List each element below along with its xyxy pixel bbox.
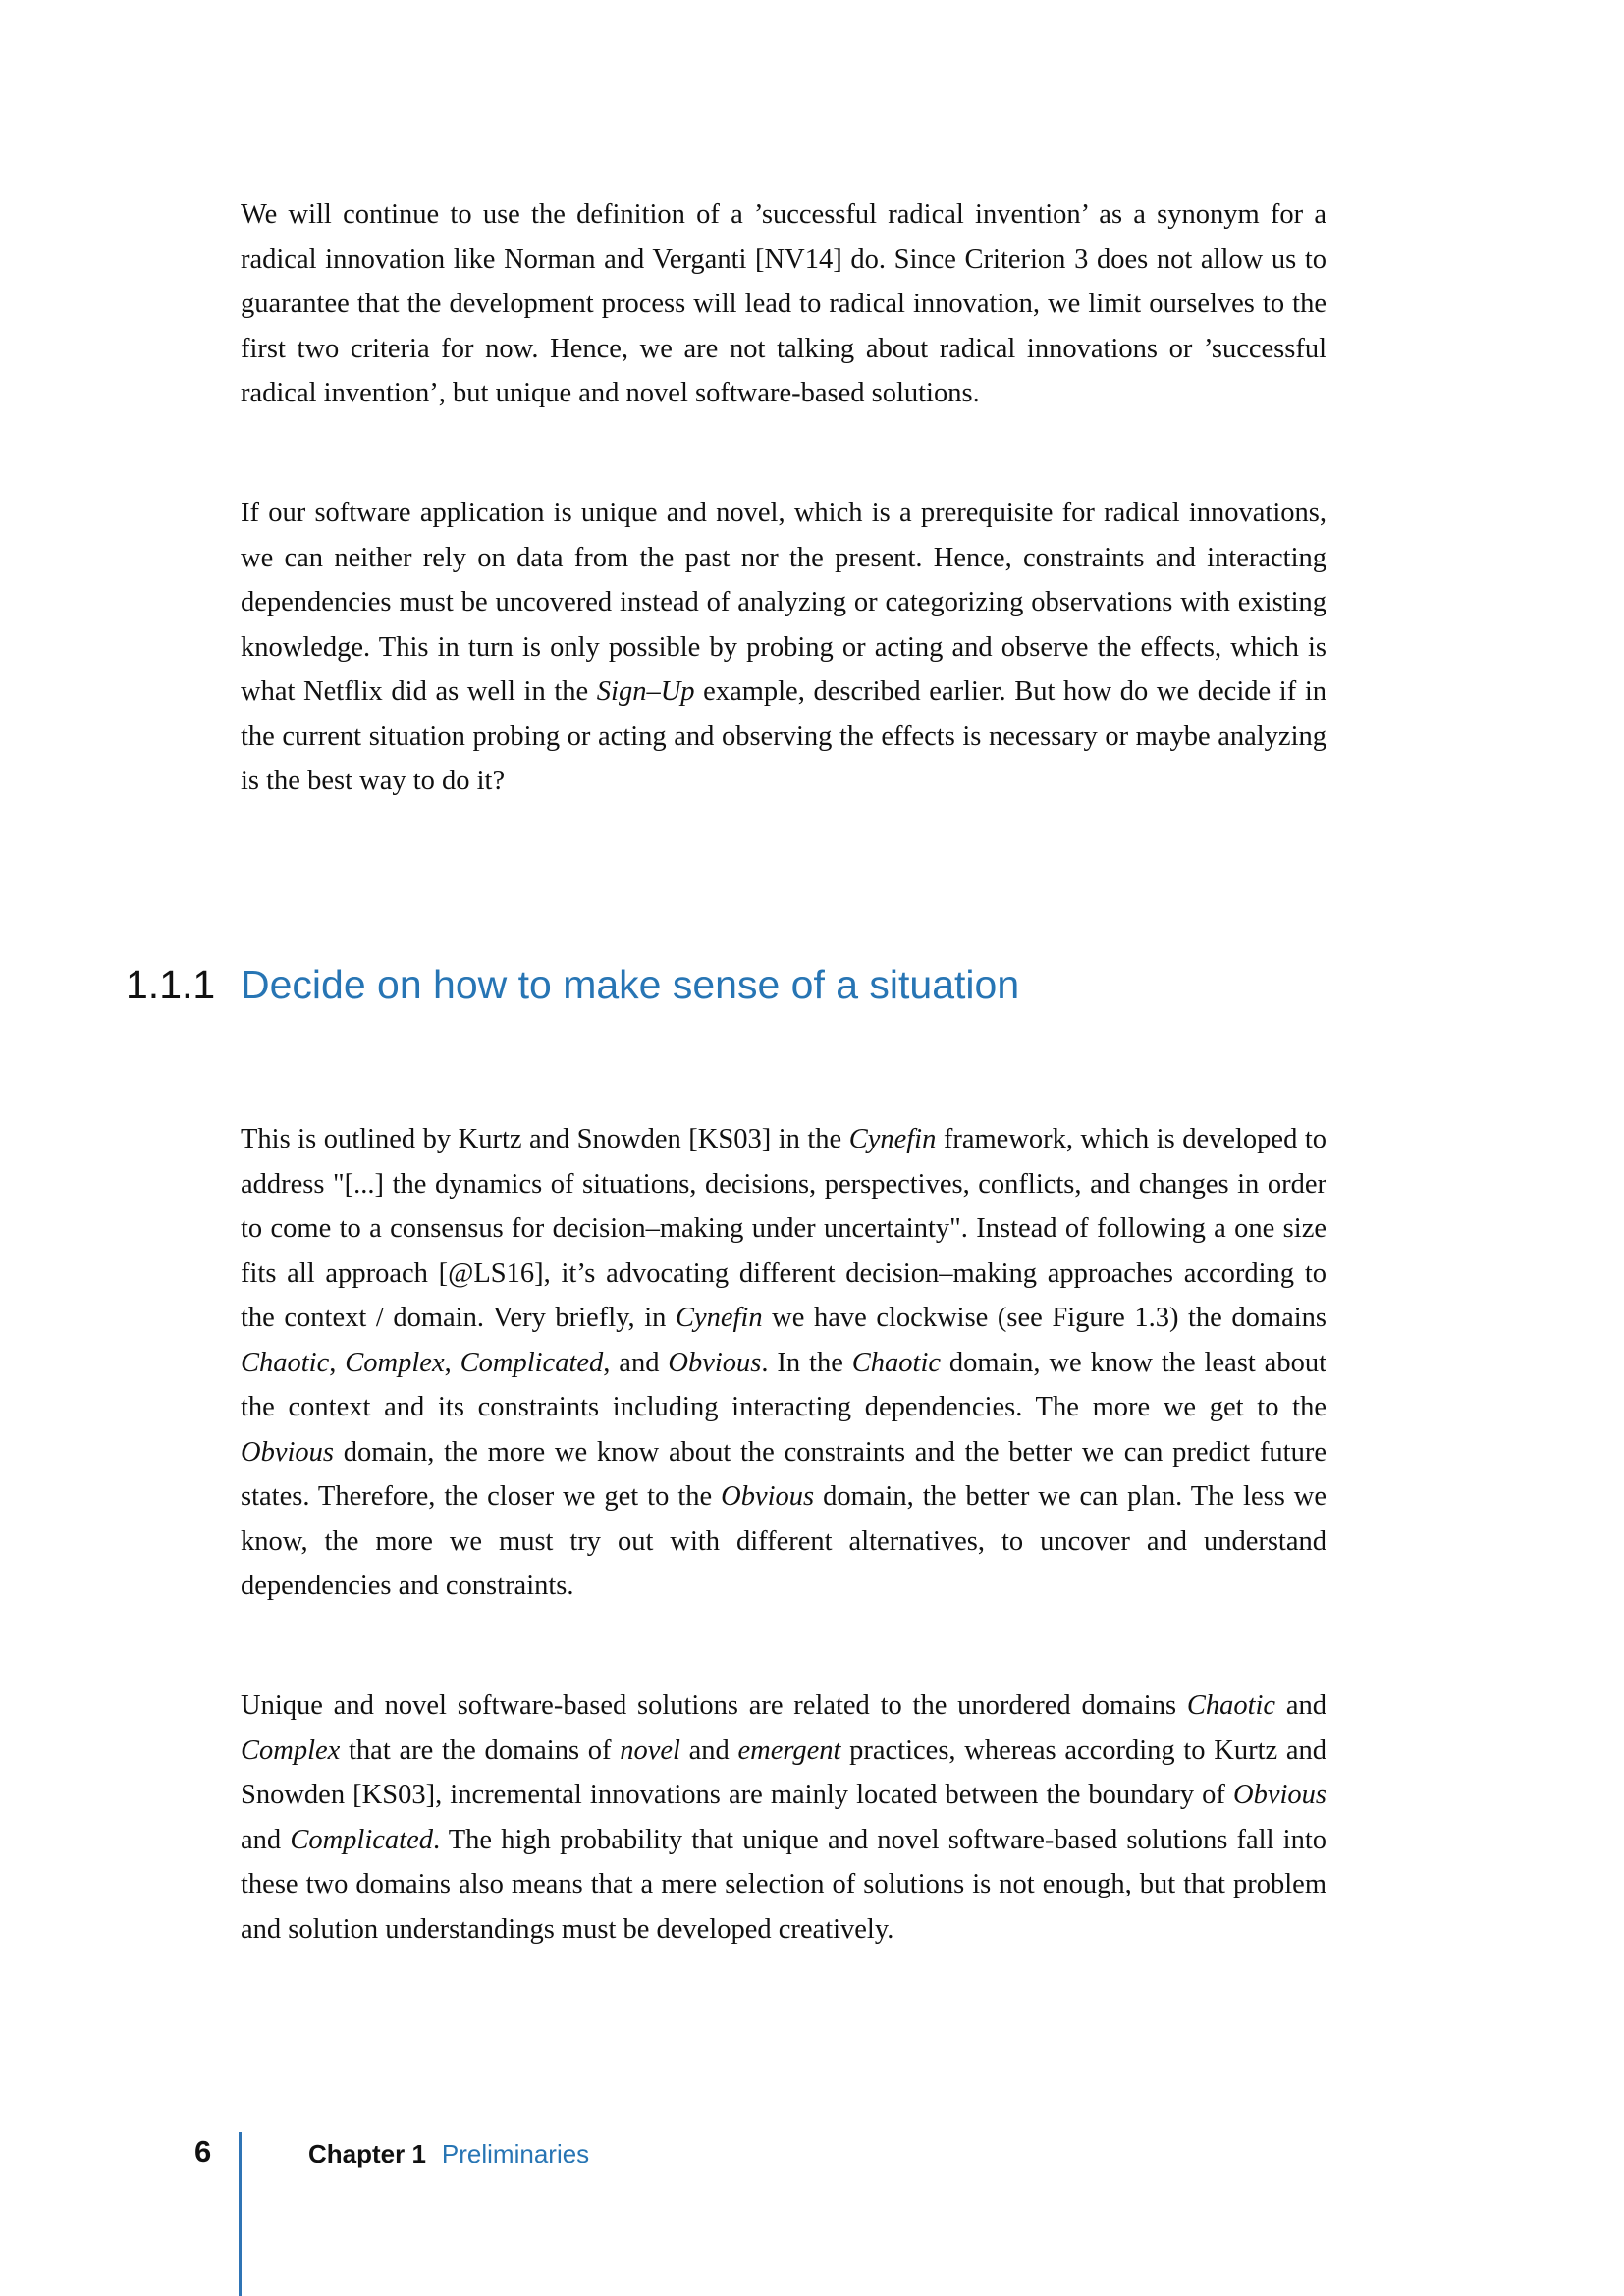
paragraph-successful-radical-invention: We will continue to use the definition of a ’successful radical invention’ as a synonym for a radical innovation like Norman and Verganti [NV14] do. Since Criterion 3 does not allow us to guarantee that the development process will lead to radical innovation, we limit ourselves to the first two criteria for now. Hence, we are not talking about radical innovations or ’successful radical invention’, but unique and novel software-based solutions. [241, 199, 1326, 408]
chapter-label: Chapter 1 [308, 2139, 426, 2168]
section-title: Decide on how to make sense of a situation [241, 962, 1020, 1007]
page-number: 6 [194, 2134, 212, 2168]
running-head [308, 2136, 589, 2171]
paragraph-unique-and-novel: If our software application is unique and novel, which is a prerequisite for radical innovations, we can neither rely on data from the past nor the present. Hence, constraints and interacting dependencies must be uncovered instead of analyzing or categorizing observations with existing knowledge. This in turn is only possible by probing or acting and observe the effects, which is what Netflix did as well in the Sign–Up example, described earlier. But how do we decide if in the current situation probing or acting and observing the effects is necessary or maybe analyzing is the best way to do it? [241, 498, 1326, 796]
footer-divider [239, 2132, 242, 2296]
paragraph-unordered-domains: Unique and novel software-based solutions are related to the unordered domains Chaotic and Complex that are the domains of novel and emergent practices, whereas according to Kurtz and Snowden [KS03], incremental innovations are mainly located between the boundary of Obvious and Complicated. The high probability that unique and novel software-based solutions fall into these two domains also means that a mere selection of solutions is not enough, but that problem and solution understandings must be developed creatively. [241, 1690, 1326, 1945]
section-number: 1.1.1 [126, 962, 216, 1007]
section-heading [126, 960, 1019, 1009]
chapter-name: Preliminaries [441, 2139, 590, 2168]
paragraph-cynefin-framework: This is outlined by Kurtz and Snowden [KS03] in the Cynefin framework, which is developed to address "[...] the dynamics of situations, decisions, perspectives, conflicts, and changes in order to come to a consensus for decision–making under uncertainty". Instead of following a one size fits all approach [@LS16], it’s advocating different decision–making approaches according to the context / domain. Very briefly, in Cynefin we have clockwise (see Figure 1.3) the domains Chaotic, Complex, Complicated, and Obvious. In the Chaotic domain, we know the least about the context and its constraints including interacting dependencies. The more we get to the Obvious domain, the more we know about the constraints and the better we can predict future states. Therefore, the closer we get to the Obvious domain, the better we can plan. The less we know, the more we must try out with different alternatives, to uncover and understand dependencies and constraints. [241, 1124, 1326, 1601]
